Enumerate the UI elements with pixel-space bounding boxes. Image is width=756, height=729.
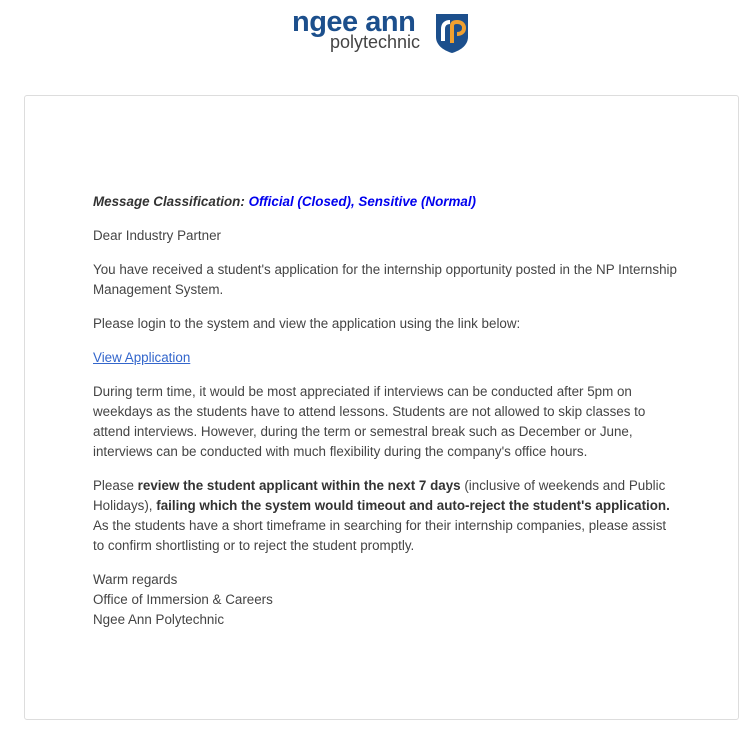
bold-text: review the student applicant within the next 7 days — [137, 478, 461, 493]
classification-label: Message Classification: — [93, 194, 245, 209]
signature-line: Office of Immersion & Careers — [93, 592, 273, 607]
paragraph-received: You have received a student's application for the internship opportunity posted in the NP Internship Management System. — [93, 262, 677, 297]
email-body — [93, 192, 678, 644]
signature-line: Warm regards — [93, 572, 178, 587]
bold-text: failing which the system would timeout and auto-reject the student's application. — [156, 498, 670, 513]
text: Please — [93, 478, 138, 493]
logo-text-ngee-ann: ngee ann — [292, 6, 416, 38]
text: As the students have a short timeframe in searching for their internship companies, please assist to confirm shortlisting or to reject the student promptly. — [93, 518, 667, 553]
logo-text-polytechnic: polytechnic — [330, 32, 421, 52]
text: (inclusive of weekends and Public Holidays), — [93, 478, 666, 513]
greeting: Dear Industry Partner — [93, 228, 222, 243]
classification-value: Official (Closed), Sensitive (Normal) — [248, 194, 477, 209]
message-classification — [93, 192, 678, 212]
paragraph-interviews: During term time, it would be most appreciated if interviews can be conducted after 5pm on weekdays as the students have to attend lessons. Students are not allowed to skip classes to attend interviews. However, during the term or semestral break such as December or June, interviews can be conducted with much flexibility during the company's office hours. — [93, 384, 646, 459]
paragraph-review — [93, 476, 678, 556]
paragraph-login: Please login to the system and view the application using the link below: — [93, 316, 521, 331]
ngee-ann-logo — [292, 6, 472, 54]
np-shield-icon — [435, 13, 469, 53]
signature — [93, 570, 678, 630]
view-application-link[interactable]: View Application — [93, 350, 191, 365]
email-card — [24, 95, 739, 720]
signature-line: Ngee Ann Polytechnic — [93, 612, 225, 627]
